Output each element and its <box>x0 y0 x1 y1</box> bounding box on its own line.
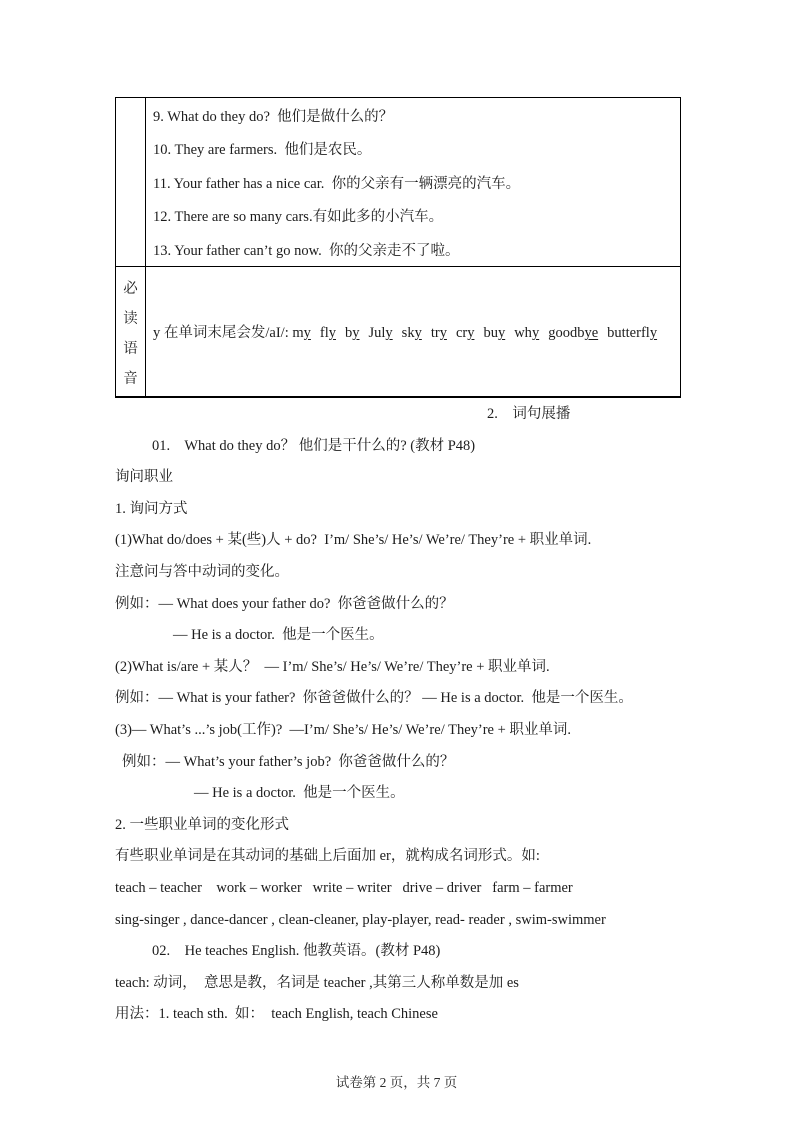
phonics-word: goodbye <box>548 325 599 341</box>
body-paragraph: 有些职业单词是在其动词的基础上后面加 er，就构成名词形式。如: <box>115 848 540 865</box>
phonics-word: why <box>514 325 540 341</box>
label-char: 音 <box>123 371 138 387</box>
phonics-word: buy <box>483 325 506 341</box>
body-paragraph: — He is a doctor. 他是一个医生。 <box>173 627 384 644</box>
body-paragraph: 用法：1. teach sth. 如： teach English, teach Chinese <box>115 1006 438 1023</box>
label-char-list <box>116 274 145 394</box>
body-paragraph: (2)What is/are + 某人？ — I’m/ She’s/ He’s/ We’re/ They’re + 职业单词. <box>115 658 550 675</box>
body-paragraph: (1)What do/does + 某(些)人 + do? I’m/ She’s/ He’s/ We’re/ They’re + 职业单词. <box>115 532 592 549</box>
phonics-word: sky <box>401 325 422 341</box>
body-paragraph: teach – teacher work – worker write – writer drive – driver farm – farmer <box>115 879 573 896</box>
body-paragraph: 例如：— What is your father? 你爸爸做什么的？ — He is a doctor. 他是一个医生。 <box>115 690 633 707</box>
body-paragraph: 1. 询问方式 <box>115 500 188 517</box>
body-paragraph: teach: 动词， 意思是教，名词是 teacher ,其第三人称单数是加 es <box>115 974 519 991</box>
phrase-table <box>115 97 681 398</box>
page-footer: 试卷第 2 页，共 7 页 <box>335 1075 458 1090</box>
body-paragraph: 注意问与答中动词的变化。 <box>115 563 289 580</box>
sentence-line: 13. Your father can’t go now. 你的父亲走不了啦。 <box>153 242 460 259</box>
body-paragraph: 2. 词句展播 <box>487 406 571 422</box>
body-paragraph: 例如：— What does your father do? 你爸爸做什么的？ <box>115 595 454 612</box>
body-paragraph: 例如：— What’s your father’s job? 你爸爸做什么的？ <box>122 753 455 770</box>
sentence-line: 9. What do they do? 他们是做什么的？ <box>153 109 394 125</box>
phonics-word: by <box>345 325 360 341</box>
phonics-word: butterfly <box>607 325 658 341</box>
body-paragraph: 2. 一些职业单词的变化形式 <box>115 816 289 833</box>
body-paragraph: (3)— What’s ...’s job(工作)? —I’m/ She’s/ He’s/ We’re/ They’re + 职业单词. <box>115 721 572 738</box>
phonics-word-list <box>292 325 666 341</box>
table-row-sentences <box>116 98 680 267</box>
table-cell-sentences <box>146 98 680 266</box>
body-paragraph: 02. He teaches English. 他教英语。(教材 P48) <box>152 943 441 960</box>
phonics-word: my <box>292 325 311 341</box>
phonics-word: July <box>368 325 393 341</box>
sentence-list <box>153 101 680 266</box>
table-cell-phonics-label <box>116 267 146 396</box>
sentence-line: 10. They are farmers. 他们是农民。 <box>153 142 372 159</box>
phonics-word: try <box>430 325 447 341</box>
table-cell-empty-label <box>116 98 146 266</box>
table-row-phonics <box>116 267 680 396</box>
phonics-rule-text: y 在单词末尾会发/aI/: <box>153 325 293 341</box>
label-char: 语 <box>123 341 138 357</box>
body-paragraph: 询问职业 <box>115 469 173 486</box>
body-content <box>115 399 783 1031</box>
phonics-word: cry <box>455 325 475 341</box>
sentence-line: 11. Your father has a nice car. 你的父亲有一辆漂亮的汽车。 <box>153 175 521 192</box>
body-paragraph: sing-singer , dance-dancer , clean-cleaner, play-player, read- reader , swim-swimmer <box>115 911 606 928</box>
label-char: 读 <box>123 311 138 327</box>
phonics-line <box>153 321 666 342</box>
table-cell-phonics <box>146 267 680 396</box>
body-paragraph: — He is a doctor. 他是一个医生。 <box>194 785 405 802</box>
label-char: 必 <box>123 281 138 297</box>
body-paragraph: 01. What do they do？ 他们是干什么的? (教材 P48) <box>152 437 476 454</box>
phonics-word: fly <box>319 325 336 341</box>
sentence-line: 12. There are so many cars.有如此多的小汽车。 <box>153 209 444 226</box>
